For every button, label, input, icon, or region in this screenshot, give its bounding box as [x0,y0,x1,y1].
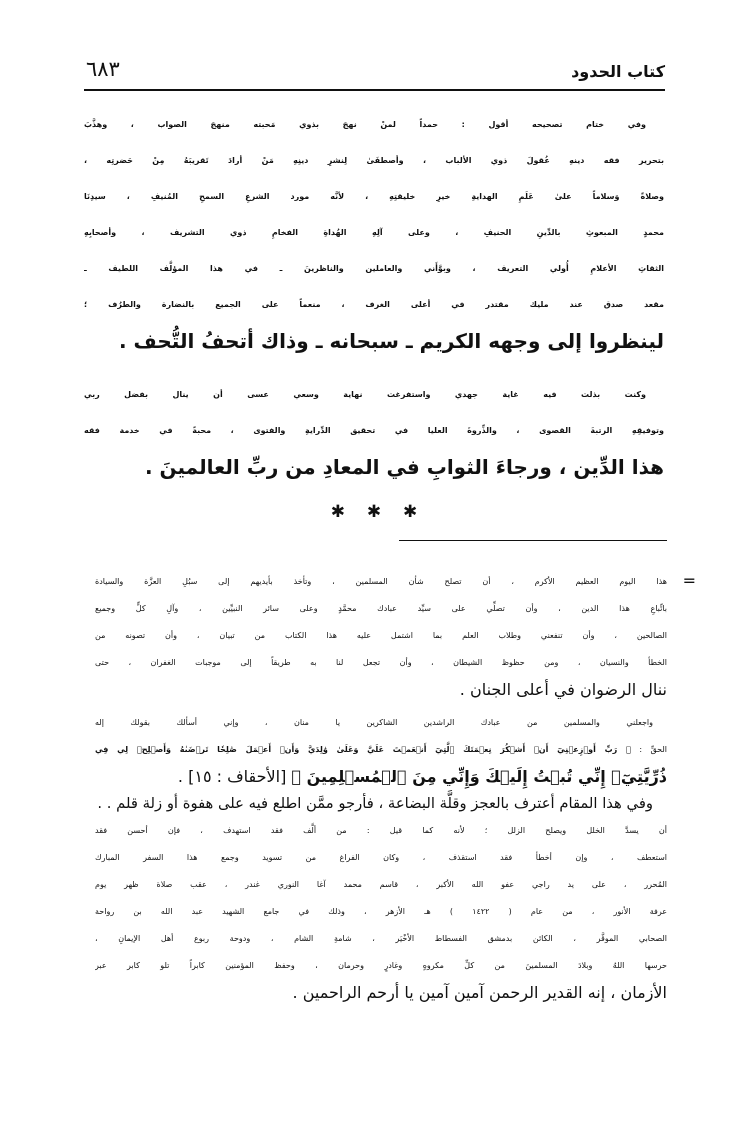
body-line: وكنت بذلت فيه غاية جهدي واستفرغت نهاية وسعي عسى أن ينال بفضل ربي [84,390,646,399]
footnote-line: عرفة الأنور ، من عام ( ١٤٢٢ ) هـ الأزهر ، وذلك في جامع الشهيد عبد الله بن رواحة [95,907,667,916]
footnote-line: باتِّباعِ هذا الدين ، وأن تصلِّي على سيِّد عبادك محمَّدٍ وعلى سائر النبيِّين ، وآلِ كلٍّ وجميع [95,604,667,613]
footnote-line: الأزمان ، إنه القدير الرحمن آمين آمين يا أرحم الراحمين . [292,983,667,1002]
header-rule [84,89,665,91]
body-line: هذا الدِّين ، ورجاءَ الثوابِ في المعادِ من ربِّ العالمينَ . [144,455,664,479]
footnote-rule [399,540,667,541]
footnote-paragraph [95,790,667,1006]
section-break-ornament: ✱ ✱ ✱ [330,502,418,522]
verse-citation: [الأحقاف : ١٥] . [177,767,292,786]
footnote-line: واجعلني والمسلمين من عبادك الراشدين الشاكرين يا منان ، وإني أسألك بقولك إله [95,718,653,727]
footnote-line: أن يسدَّ الخلل ويصلح الزلل ؛ لأنه كما قيل : من ألَّف فقد استهدف ، فإن أحسن فقد [95,826,667,835]
body-line: الثقاتِ الأعلامِ أُولي التعريف ، وبوَّأَني والعاملين والناظرينَ ـ في هذا المؤلَّف اللطيف ـ [84,264,664,273]
footnote-line: هذا اليوم العظيم الأكرم ، أن تصلح شأن المسلمين ، وتأخذ بأيديهم إلى سبُلِ العزَّة والسيادة [95,577,667,586]
main-text [84,107,664,485]
footnote-line [95,736,667,763]
quran-verse: ﴿ رَبِّ أَوۡزِعۡنِيٓ أَنۡ أَشۡكُرَ نِعۡمَتَكَ ٱلَّتِيٓ أَنۡعَمۡتَ عَلَيَّ وَعَلَىٰ وَٰلِدَيَّ وَأَنۡ أَعۡمَلَ صَٰلِحٗا تَرۡضَىٰهُ وَأَصۡلِحۡ لِي فِي [95,745,631,754]
footnote-line: المُحرر ، على يد راجي عفو الله الأكبر ، قاسم محمد آغا النوري غندر ، عقب صلاة ظهر يوم [95,880,667,889]
footnote-line: الصالحين ، وأن تنفعني وطلاب العلم بما اشتمل عليه هذا الكتاب من تبيان ، وأن تصونه من [95,631,667,640]
body-paragraph [84,377,664,485]
footnote-paragraph [95,568,667,703]
footnote-line: استعطف ، وإن أخطأ فقد استقذف ، وكان الفراغ من تسويد وجمع هذا السفر المبارك [95,853,667,862]
body-line: وتوفيقِهِ الرتبةَ القصوى ، والذِّروةَ العليا في تحقيق الدِّرايةِ والفتوى ، محبةً في خدمة فقه [84,426,664,435]
body-line: مقعد صدق عند مليك مقتدر في أعلى الغرف ، منعماً على الجميع بالنضارة والطرُف ؛ [84,300,664,309]
footnote-line: حرسها اللهُ وبلادَ المسلمينَ من كلِّ مكروهٍ وغادرٍ وحرمان ، وحفظ المؤمنين كابراً تلو كابر عبر [95,961,667,970]
footnote-line: الصحابي الموقَّر ، الكائن بدمشق الفسطاط الأخْيَر ، شامةِ الشام ، ودوحة ربوع أهل الإيمانِ ، [95,934,667,943]
footnote [95,568,667,1006]
footnote-line: ننال الرضوان في أعلى الجنان . [459,680,667,699]
body-line: محمدٍ المبعوثِ بالدِّينِ الحنيفِ ، وعلى آلِهِ الهُداةِ الفخامِ ذوي التشريف ، وأصحابِهِ [84,228,664,237]
footnote-line: وفي هذا المقام أعترف بالعجز وقلَّة البضاعة ، فأرجو ممَّن اطلع فيه على هفوة أو زلة قلم . . [97,795,653,812]
running-title: كتاب الحدود [571,62,665,81]
footnote-line [95,763,667,790]
body-line: وصلاةً وَسلاماً علىٰ عَلَمِ الهدايةِ خيرِ خليقتِهِ ، لأنَّه مورد الشرعِ السمحِ المُنيفِ ، سيدِنَا [84,192,664,201]
page-number: ٦٨٣ [86,57,120,81]
quran-verse: ذُرِّيَّتِيٓۖ إِنِّي تُبۡتُ إِلَيۡكَ وَإِنِّي مِنَ ٱلۡمُسۡلِمِينَ ﴾ [291,767,667,786]
footnote-line-text: الحقِّ : [630,745,667,754]
footnote-paragraph [95,709,667,790]
body-paragraph [84,107,664,359]
body-line: لينظروا إلى وجهه الكريم ـ سبحانه ـ وذاك أتحفُ التُّحف . [119,329,664,353]
footnote-continuation-mark: = [682,571,696,590]
footnote-line: الخطأ والنسيان ، ومن حظوظ الشيطان ، وأن تجعل لنا به طريقاً إلى موجبات الغفران ، حتى [95,658,667,667]
body-line: بتحرير فقه دينهِ عُقولَ ذوي الألباب ، وأصطفَىٰ لِنشرِ دينِهِ مَنْ أرادَ تَقريبَهُ مِنْ حَضرتِه ، [84,156,664,165]
body-line: وفي ختام تصحيحه أقول : حمداً لمنْ نهجَ بذوي مَحبته منهجَ الصواب ، وهذَّبَ [84,120,646,129]
